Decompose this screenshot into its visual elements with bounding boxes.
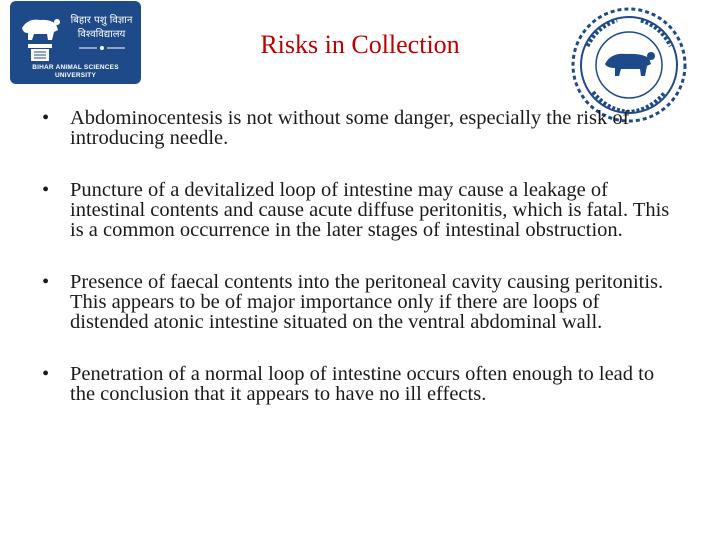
logo-english-line2: UNIVERSITY [54, 72, 96, 79]
ornament-icon [77, 45, 127, 51]
bullet-item [32, 180, 682, 240]
cow-emblem-icon [14, 6, 66, 64]
bullet-text: Presence of faecal contents into the peritoneal cavity causing peritonitis. This appears to be of major importance only if there are loops of distended atonic intestine situated on the ventral abdominal wall. [70, 271, 664, 333]
bullet-text: Puncture of a devitalized loop of intestine may cause a leakage of intestinal contents and cause acute diffuse peritonitis, which is fatal. This is a common occurrence in the later stages of intestinal obstruction. [70, 179, 670, 241]
bullet-marker: • [42, 271, 50, 293]
bullet-marker: • [42, 107, 50, 129]
logo-hindi-line1: बिहार पशु विज्ञान [70, 14, 133, 26]
bullet-text: Abdominocentesis is not without some danger, especially the risk of introducing needle. [70, 107, 630, 149]
bullet-list [32, 108, 682, 404]
bullet-item [32, 108, 682, 148]
bullet-text: Penetration of a normal loop of intestine occurs often enough to lead to the conclusion that it appears to have no ill effects. [70, 363, 655, 405]
bullet-item [32, 272, 682, 332]
bullet-item [32, 364, 682, 404]
bullet-marker: • [42, 363, 50, 385]
university-logo-left [10, 1, 141, 84]
logo-english-line1: BIHAR ANIMAL SCIENCES [32, 64, 119, 71]
bullet-marker: • [42, 179, 50, 201]
logo-hindi-line2: विश्वविद्यालय [77, 28, 126, 40]
slide-title: Risks in Collection [260, 30, 460, 59]
